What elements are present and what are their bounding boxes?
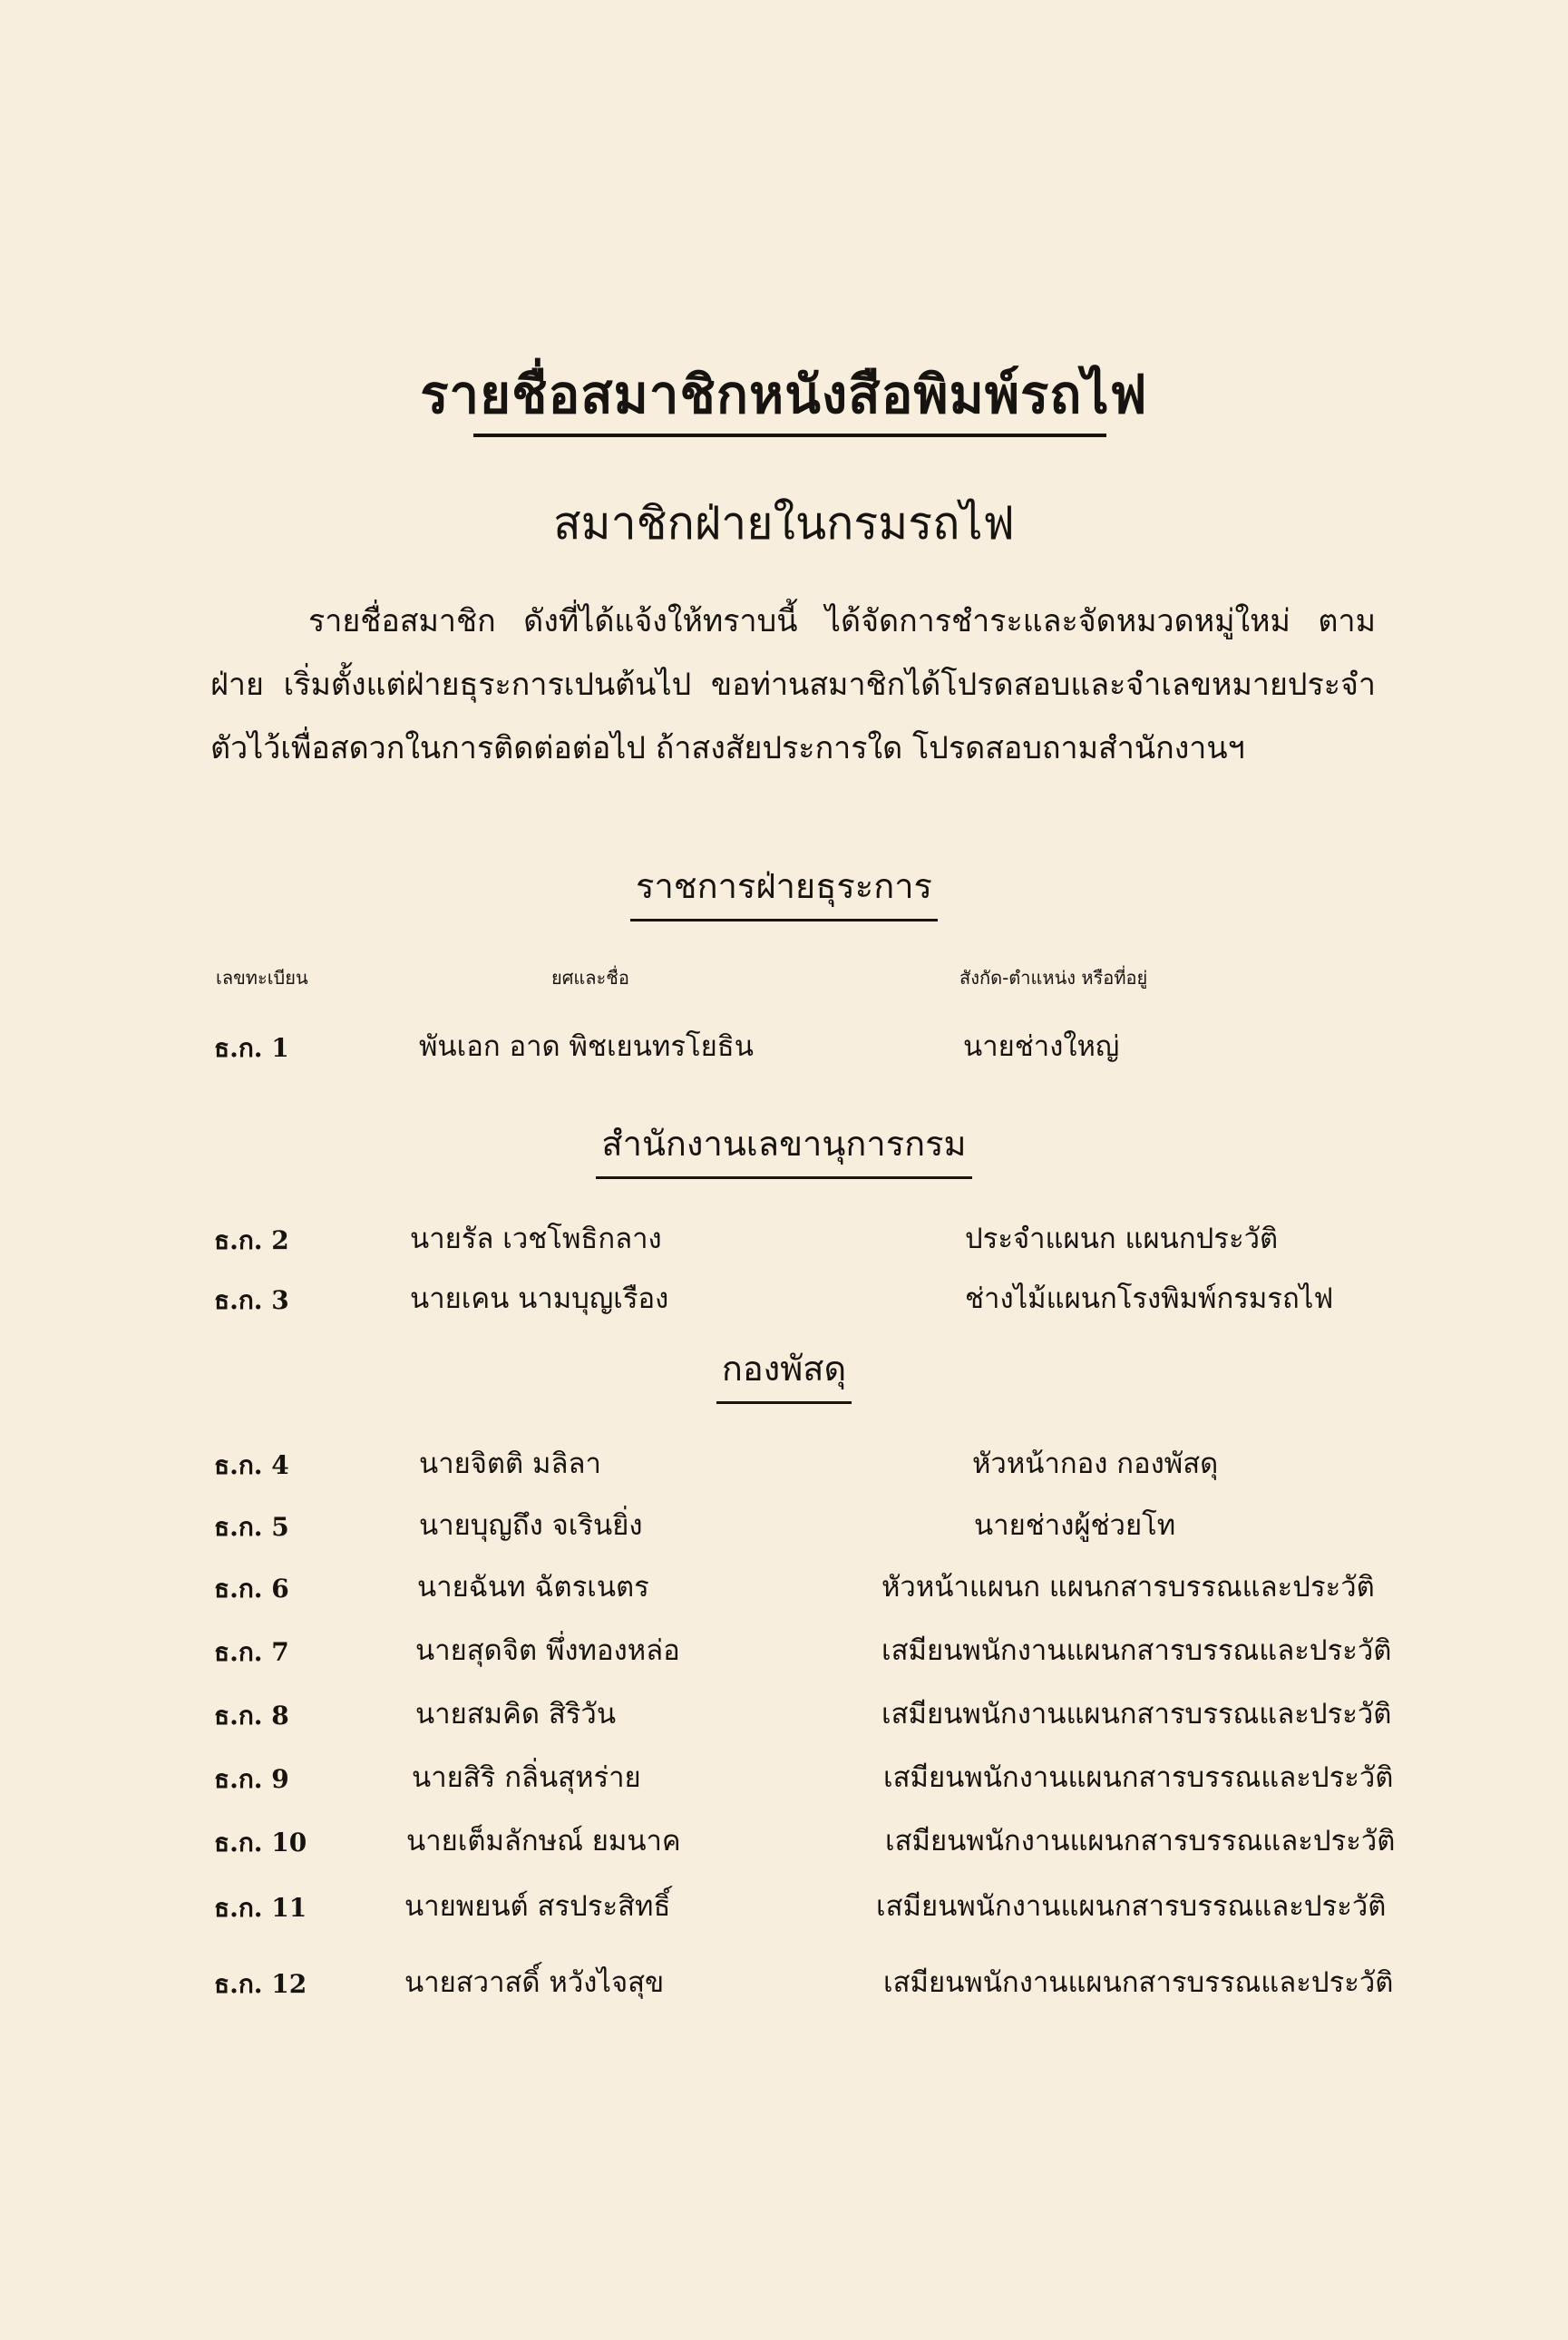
- member-code: ธ.ก. 11: [214, 1893, 307, 1923]
- member-position: เสมียนพนักงานแผนกสารบรรณและประวัติ: [883, 1966, 1394, 1999]
- member-code: ธ.ก. 6: [214, 1574, 289, 1604]
- member-name: นายฉันท ฉัตรเนตร: [417, 1571, 649, 1604]
- member-row: [0, 1818, 1568, 1863]
- member-name: นายพยนต์ สรประสิทธิ์: [404, 1890, 671, 1923]
- member-row: [0, 1754, 1568, 1799]
- member-code: ธ.ก. 8: [214, 1701, 289, 1731]
- member-row: [0, 1691, 1568, 1736]
- member-position: หัวหน้าแผนก แผนกสารบรรณและประวัติ: [881, 1571, 1375, 1604]
- member-name: พันเอก อาด พิชเยนทรโยธิน: [419, 1030, 754, 1063]
- column-header-number: เลขทะเบียน: [216, 967, 308, 989]
- member-row: [0, 1883, 1568, 1928]
- member-position: นายช่างใหญ่: [963, 1030, 1120, 1063]
- member-code: ธ.ก. 4: [214, 1450, 289, 1480]
- member-name: นายเคน นามบุญเรือง: [410, 1282, 669, 1315]
- member-row: [0, 1215, 1568, 1261]
- member-position: ประจำแผนก แผนกประวัติ: [965, 1223, 1279, 1255]
- member-position: เสมียนพนักงานแผนกสารบรรณและประวัติ: [876, 1890, 1387, 1923]
- member-code: ธ.ก. 1: [214, 1033, 289, 1063]
- member-code: ธ.ก. 7: [214, 1637, 289, 1667]
- member-row: [0, 1959, 1568, 2004]
- member-code: ธ.ก. 9: [214, 1764, 289, 1794]
- member-name: นายจิตติ มลิลา: [419, 1448, 601, 1480]
- section-heading-secretariat: สำนักงานเลขานุการกรม: [0, 1116, 1568, 1179]
- member-code: ธ.ก. 12: [214, 1969, 307, 1999]
- member-position: หัวหน้ากอง กองพัสดุ: [972, 1448, 1219, 1480]
- member-code: ธ.ก. 5: [214, 1512, 289, 1542]
- member-position: เสมียนพนักงานแผนกสารบรรณและประวัติ: [881, 1634, 1392, 1667]
- section-heading-general-affairs: ราชการฝ่ายธุระการ: [0, 858, 1568, 921]
- member-row: [0, 1023, 1568, 1068]
- member-position: ช่างไม้แผนกโรงพิมพ์กรมรถไฟ: [965, 1282, 1334, 1315]
- member-name: นายรัล เวชโพธิกลาง: [410, 1223, 662, 1255]
- member-name: นายสิริ กลิ่นสุหร่าย: [412, 1761, 641, 1794]
- intro-paragraph: รายชื่อสมาชิก ดังที่ได้แจ้งให้ทราบนี้ ได้จัดการชำระและจัดหมวดหมู่ใหม่ ตามฝ่าย เริ่มตั้งแต่ฝ่ายธุระการเปนต้นไป ขอท่านสมาชิกได้โปรดสอบและจำเลขหมายประจำตัวไว้เพื่อสดวกในการติดต่อต่อไป ถ้าสงสัยประการใด โปรดสอบถามสำนักงานฯ: [210, 603, 1376, 766]
- member-position: เสมียนพนักงานแผนกสารบรรณและประวัติ: [883, 1761, 1394, 1794]
- column-headers: [0, 963, 1568, 990]
- member-name: นายเต็มลักษณ์ ยมนาค: [406, 1825, 681, 1857]
- member-row: [0, 1564, 1568, 1609]
- member-name: นายบุญถึง จเรินยิ่ง: [419, 1509, 643, 1542]
- member-row: [0, 1627, 1568, 1672]
- member-code: ธ.ก. 2: [214, 1225, 289, 1255]
- title-underline: [473, 434, 1106, 437]
- member-row: [0, 1275, 1568, 1321]
- page-title: รายชื่อสมาชิกหนังสือพิมพ์รถไฟ: [420, 364, 1148, 425]
- member-name: นายสมคิด สิริวัน: [415, 1698, 617, 1731]
- member-position: เสมียนพนักงานแผนกสารบรรณและประวัติ: [885, 1825, 1396, 1857]
- member-position: เสมียนพนักงานแผนกสารบรรณและประวัติ: [881, 1698, 1392, 1731]
- column-header-rank-name: ยศและชื่อ: [551, 967, 629, 989]
- column-header-affiliation: สังกัด-ตำแหน่ง หรือที่อยู่: [959, 967, 1148, 989]
- member-name: นายสุดจิต พึ่งทองหล่อ: [415, 1634, 680, 1667]
- member-row: [0, 1502, 1568, 1547]
- member-code: ธ.ก. 10: [214, 1828, 307, 1857]
- member-code: ธ.ก. 3: [214, 1285, 289, 1315]
- page-subtitle: สมาชิกฝ่ายในกรมรถไฟ: [553, 497, 1015, 550]
- member-row: [0, 1440, 1568, 1486]
- member-position: นายช่างผู้ช่วยโท: [974, 1509, 1176, 1542]
- section-heading-supplies: กองพัสดุ: [0, 1341, 1568, 1404]
- member-name: นายสวาสดิ์ หวังไจสุข: [404, 1966, 665, 1999]
